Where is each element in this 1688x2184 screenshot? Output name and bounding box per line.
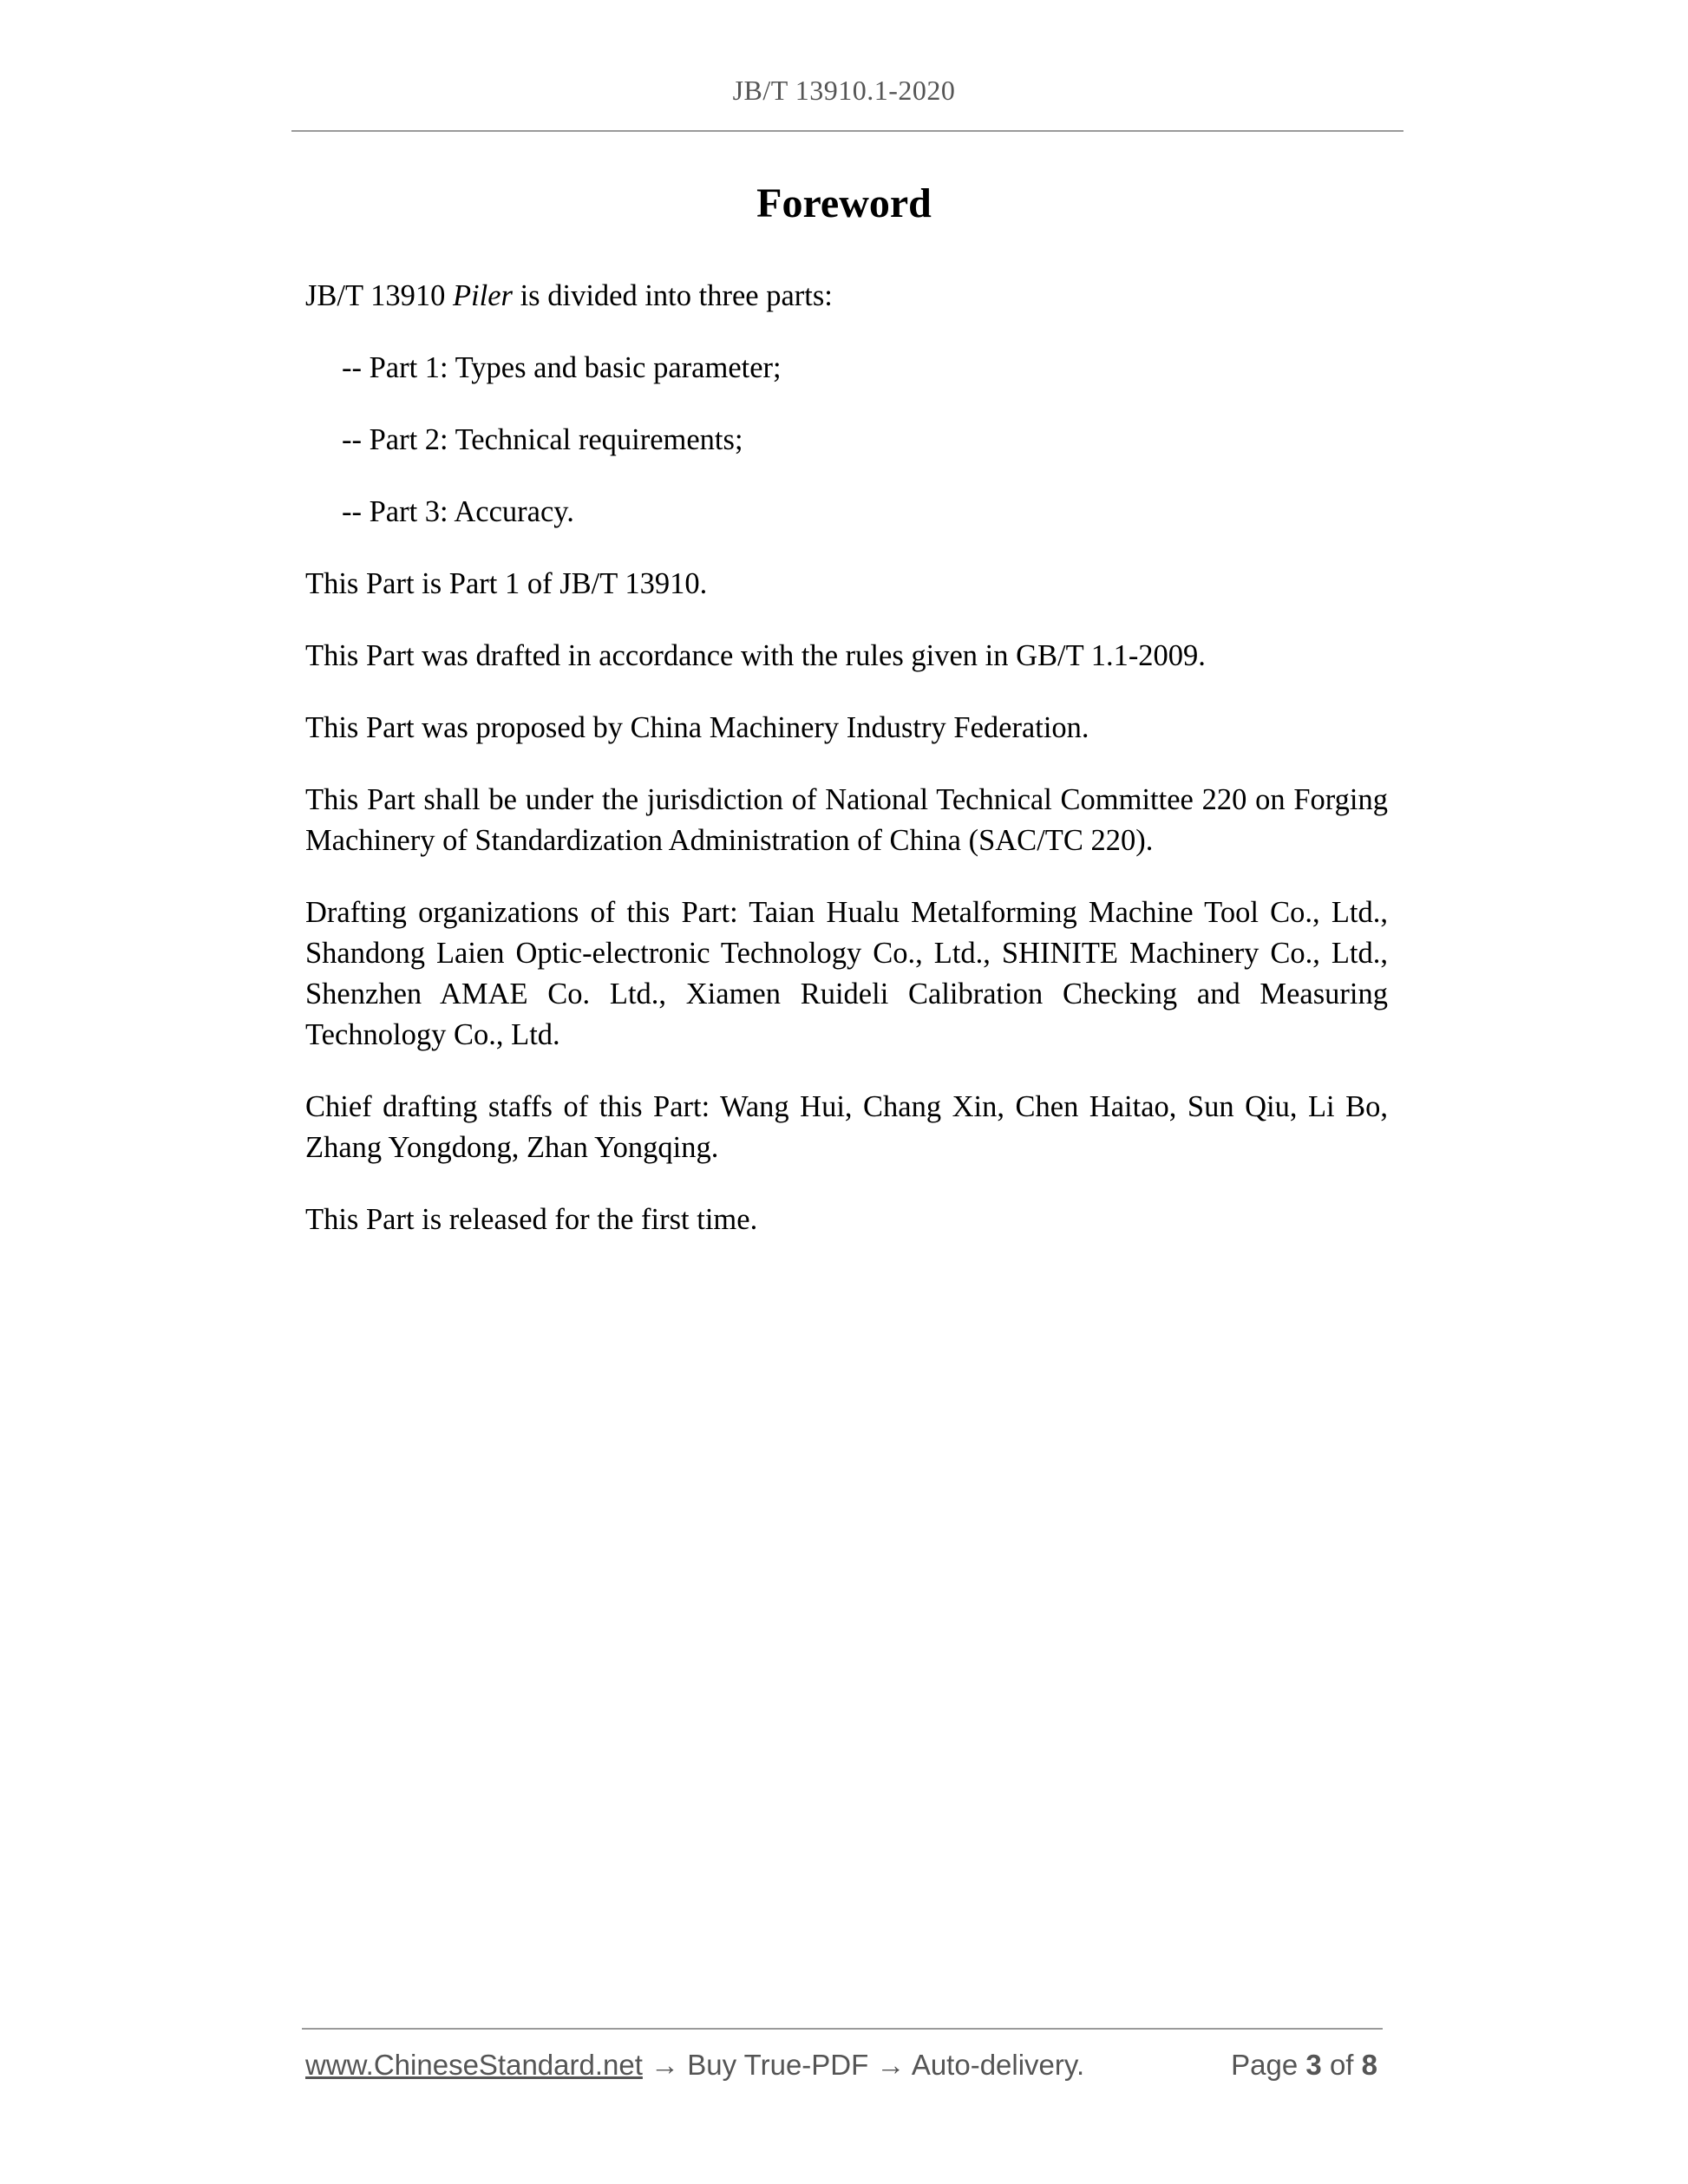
page-title: Foreword xyxy=(756,180,932,226)
intro-paragraph xyxy=(305,276,1388,317)
part-list-item: -- Part 3: Accuracy. xyxy=(342,495,574,528)
footer-promo-text: → Buy True-PDF → Auto-delivery. xyxy=(642,2049,1085,2081)
part-list-item: -- Part 1: Types and basic parameter; xyxy=(342,351,782,384)
drafted-paragraph: This Part was drafted in accordance with the rules given in GB/T 1.1-2009. xyxy=(305,639,1206,672)
page-indicator xyxy=(1231,2049,1377,2082)
intro-prefix: JB/T 13910 xyxy=(305,279,453,312)
part-list-item: -- Part 2: Technical requirements; xyxy=(342,423,743,456)
chinese-standard-link[interactable]: www.ChineseStandard.net xyxy=(305,2049,643,2081)
footer-divider xyxy=(302,2028,1383,2030)
jurisdiction-paragraph: This Part shall be under the jurisdiction of National Technical Committee 220 on Forging Machinery of Standardization Administration of China (SAC/TC 220). xyxy=(305,783,1388,857)
release-paragraph: This Part is released for the first time. xyxy=(305,1203,758,1236)
intro-suffix: is divided into three parts: xyxy=(512,279,833,312)
page-label: Page xyxy=(1231,2049,1299,2081)
proposed-paragraph: This Part was proposed by China Machinery Industry Federation. xyxy=(305,711,1089,744)
footer-promo xyxy=(305,2049,1084,2082)
foreword-body xyxy=(305,276,1388,1272)
drafting-staffs-paragraph: Chief drafting staffs of this Part: Wang Hui, Chang Xin, Chen Haitao, Sun Qiu, Li Bo, Zhang Yongdong, Zhan Yongqing. xyxy=(305,1090,1388,1164)
page-current: 3 xyxy=(1305,2049,1322,2081)
document-code-header: JB/T 13910.1-2020 xyxy=(732,75,956,106)
part-of-paragraph: This Part is Part 1 of JB/T 13910. xyxy=(305,567,708,600)
page-total: 8 xyxy=(1361,2049,1377,2081)
drafting-organizations-paragraph: Drafting organizations of this Part: Taian Hualu Metalforming Machine Tool Co., Ltd., Shandong Laien Optic-electronic Technology Co., Ltd., SHINITE Machinery Co., Ltd., Shenzhen AMAE Co. Ltd., Xiamen Ruideli Calibration Checking and Measuring Technology Co., Ltd. xyxy=(305,896,1388,1051)
standard-name-italic: Piler xyxy=(452,279,513,312)
page-footer xyxy=(305,2049,1383,2092)
page-of-label: of xyxy=(1329,2049,1354,2081)
header-divider xyxy=(291,130,1403,132)
